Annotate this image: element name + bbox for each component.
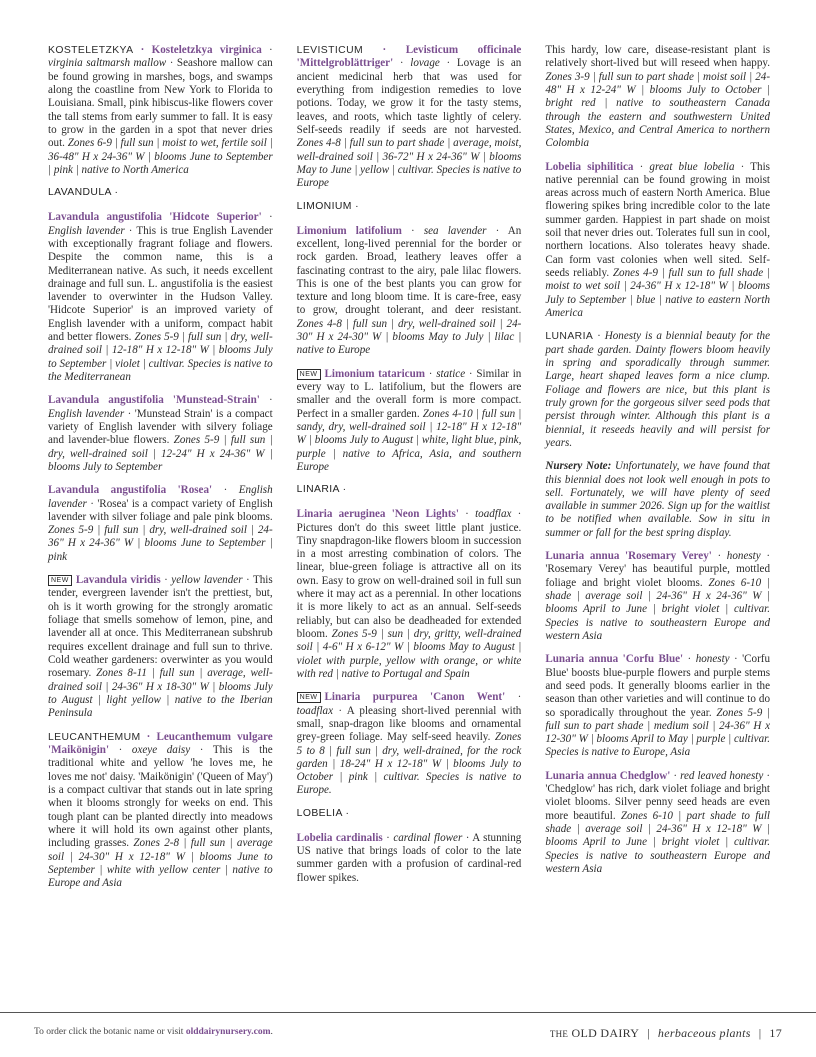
separator: ·: [486, 224, 508, 237]
plant-description: Pictures don't do this sweet little plant justice. Tiny snapdragon-like flowers bloom in succession in a most arresting combination of colors. The linear, blue-green foliage is attractive all on its own. Easy to grow on well-drained soil in full sun where it may act as a perennial. In other locations it is more likely to act as an annual. Self-seeds reliably, but can also be deadheaded for extended bloom.: [296, 521, 522, 641]
separator: ·: [124, 407, 135, 420]
plant-description: Similar in every way to L. latifolium, but the flowers are smaller and the overall form is more compact. Perfect in a smaller garden.: [296, 367, 522, 420]
separator: ·: [760, 550, 771, 563]
plant-name-link[interactable]: Leucanthemum vulgare 'Maikönigin': [48, 730, 273, 757]
plant-specs: Zones 6-10 | shade | average soil | 24-36" H x 24-36" W | blooms April to June | bright violet | cultivar. Species is native to southeastern Europe and western Asia: [545, 576, 771, 642]
separator: ·: [140, 730, 157, 743]
plant-name-link[interactable]: Lavandula angustifolia 'Rosea': [48, 484, 213, 497]
separator: ·: [458, 508, 476, 521]
plant-description: A pleasing short-lived perennial with small, snap-dragon like blooms and ornamental grey-green foliage. May self-seed heavily.: [296, 704, 522, 744]
plant-entry: [545, 44, 770, 151]
brand-prefix: THE: [549, 1029, 569, 1039]
separator: ·: [425, 367, 437, 380]
separator: ·: [633, 160, 650, 173]
genus-label: LUNARIA: [545, 331, 594, 343]
plant-specs: Zones 5-9 | sun | dry, gritty, well-drained soil | 4-6" H x 6-12" W | blooms May to August | violet with purple, yellow with orange, or white with red | native to Portugal and Spain: [296, 628, 522, 680]
genus-label: LEUCANTHEMUM: [48, 731, 141, 743]
separator: ·: [261, 211, 273, 224]
separator: ·: [333, 704, 347, 717]
genus-label: LEVISTICUM: [296, 45, 364, 56]
plant-entry: [48, 731, 273, 891]
plant-description: A stunning US native that brings loads of color to the late summer garden with a profusion of cardinal-red flower spikes.: [296, 831, 522, 884]
separator: ·: [505, 691, 522, 704]
page-footer: [0, 1012, 816, 1057]
plant-name-link[interactable]: Lavandula angustifolia 'Munstead-Strain': [48, 394, 260, 407]
separator: ·: [593, 330, 605, 343]
plant-entry: [297, 368, 522, 475]
plant-specs: Zones 5-9 | full sun to part shade | medium soil | 24-36" H x 12-30" W | blooms April to May | purple | cultivar. Species is native to Europe, Asia: [545, 706, 771, 759]
note-text: Honesty is a biennial beauty for the part shade garden. Dainty flowers bloom heavily in spring and sporadically through summer. Large, heart shaped leaves form a nice clump. Foliage and flowers are nice, but this plant is truly grown for the gorgeous silver seed pods that persist through winter. Although this plant is a biennial, it reseeds heavily and will persist for years.: [545, 330, 771, 449]
separator: ·: [401, 224, 424, 237]
plant-entry: [545, 653, 770, 760]
section-name: herbaceous plants: [657, 1026, 751, 1040]
separator: ·: [259, 394, 273, 407]
plant-entry: [48, 44, 273, 177]
plant-entry: [297, 44, 522, 191]
separator: ·: [109, 744, 132, 757]
genus-label: KOSTELETZKYA: [48, 45, 134, 56]
separator: ·: [462, 831, 473, 844]
plant-specs: Zones 5-9 | full sun | dry, well-drained soil | 12-24" H x 24-36" W | blooms July to September: [48, 434, 273, 473]
plant-name-link[interactable]: Kosteletzkya virginica: [151, 44, 262, 56]
common-name: English lavender: [48, 224, 125, 237]
plant-entry: [48, 211, 273, 384]
common-name: toadflax: [296, 704, 334, 717]
plant-description: This native perennial can be found growing in moist areas across much of eastern North America. Blue flowering spikes bring incredible color to the late summer garden. Happiest in part shade on moist soil that never dries out. Tolerates full sun in cool, northern locations. Also tolerates heavy shade. Can form vast colonies when well sited. Self-seeds reliably.: [545, 160, 771, 279]
separator: ·: [86, 497, 98, 510]
common-name: toadflax: [475, 508, 512, 521]
common-name: great blue lobelia: [649, 160, 735, 173]
plant-name-link[interactable]: Lobelia cardinalis: [296, 831, 383, 844]
separator: ·: [393, 57, 411, 70]
plant-name-link[interactable]: Lavandula angustifolia 'Hidcote Superior': [48, 211, 262, 224]
common-name: red leaved honesty: [680, 769, 764, 782]
separator: ·: [124, 224, 137, 237]
plant-description: An excellent, long-lived perennial for the border or rock garden. Broad, leathery leaves offer a fascinating contrast to the airy, pale lilac flowers. This is one of the best plants you can grow for texture and long bloom time. It is care-free, easy to grow, drought tolerant, and deer resistant.: [296, 224, 522, 317]
plant-specs: Zones 4-8 | full sun | dry, well-drained soil | 24-30" H x 24-30" W | blooms May to July | lilac | native to Europe: [296, 317, 522, 357]
common-name: oxeye daisy: [131, 744, 191, 757]
plant-entry: [545, 770, 770, 877]
plant-specs: Zones 3-9 | full sun to part shade | moist soil | 24-48" H x 12-24" W | blooms July to October | bright red | native to southeastern Canada through the eastern and southwestern United States, Mexico, and Central America to northern Colombia: [545, 70, 771, 150]
plant-specs: Zones 4-10 | full sun | sandy, dry, well-drained soil | 12-18" H x 12-18" W | blooms July to August | white, light blue, pink, purple | native to Africa, Asia, and southern Europe: [296, 407, 522, 473]
genus-heading: LAVANDULA ·: [48, 187, 119, 199]
common-name: yellow lavender: [171, 574, 243, 587]
common-name: statice: [436, 367, 466, 380]
genus-note: [545, 330, 770, 450]
plant-entry: [297, 508, 522, 681]
separator: ·: [363, 44, 406, 56]
common-name: honesty: [695, 653, 730, 666]
separator: ·: [711, 550, 727, 563]
common-name: cardinal flower: [393, 831, 463, 844]
plant-specs: Zones 2-8 | full sun | average soil | 24-30" H x 12-18" W | blooms June to September | white with yellow center | native to Europe and Asia: [48, 837, 273, 890]
catalog-columns: [48, 44, 770, 1004]
plant-name-link[interactable]: Lavandula viridis: [75, 574, 161, 587]
separator: ·: [734, 160, 751, 173]
separator: ·: [242, 574, 253, 587]
plant-entry: [297, 832, 522, 885]
page-number: 17: [769, 1026, 782, 1040]
brand-name: OLD DAIRY: [568, 1026, 640, 1040]
common-name: lovage: [410, 57, 440, 70]
separator: ·: [160, 574, 172, 587]
common-name: virginia saltmarsh mallow: [48, 57, 167, 70]
plant-name-link[interactable]: Limonium tataricum: [324, 367, 426, 380]
plant-entry: [545, 550, 770, 643]
plant-entry: [545, 161, 770, 321]
plant-description: This is the traditional white and yellow 'he loves me, he loves me not' daisy. 'Maikönigin' ('Queen of May') is a compact cultivar that stands out in late spring when it blooms strongly for weeks on end. This tough plant can be planted directly into meadows where it will hold its own against other plants, including grasses.: [48, 744, 273, 850]
nursery-note: [545, 460, 770, 540]
plant-entry: [48, 574, 273, 720]
genus-heading: LOBELIA ·: [296, 807, 350, 819]
separator: ·: [763, 769, 771, 782]
plant-name-link[interactable]: Limonium latifolium: [296, 224, 402, 237]
plant-specs: Zones 5 to 8 | full sun | dry, well-drained, for the rock garden | 18-24" H x 12-18" W | blooms July to October | pink | cultivar. Species is native to Europe.: [296, 731, 522, 797]
website-link[interactable]: olddairynursery.com: [185, 1027, 271, 1037]
plant-entry: [48, 394, 273, 474]
separator: ·: [670, 769, 681, 782]
nursery-note-label: Nursery Note:: [545, 460, 612, 473]
plant-description: This is true English Lavender with exceptionally fragrant foliage and flowers. Despite the common name, this is a Mediterranean native. As such, it needs excellent drainage and full sun. L. angustifolia is the easiest lavender to overwinter in the Hudson Valley. 'Hidcote Superior' is an improved variety of English lavender with a uniform, compact habit and better flowers.: [48, 224, 273, 344]
plant-entry: [48, 484, 273, 564]
plant-name-link[interactable]: Lunaria annua 'Corfu Blue': [545, 653, 684, 666]
plant-description: 'Corfu Blue' boosts blue-purple flowers and purple stems and seed pods. It generally blooms earlier in the season than other varieties and will continue to do so sporadically throughout the year.: [545, 653, 771, 719]
plant-name-link[interactable]: Lunaria annua Chedglow': [545, 769, 671, 782]
plant-specs: Zones 6-9 | full sun | moist to wet, fertile soil | 36-48" H x 24-36" W | blooms June to September | pink | native to North America: [48, 137, 273, 176]
new-badge: NEW: [48, 575, 72, 586]
common-name: sea lavender: [423, 224, 487, 237]
plant-name-link[interactable]: Levisticum officinale 'Mittelgroblättriger': [296, 44, 522, 70]
plant-description: 'Munstead Strain' is a compact variety of English lavender with silvery foliage and lavender-blue flowers.: [48, 407, 273, 447]
page-label: THE OLD DAIRY | herbaceous plants | 17: [549, 1026, 782, 1040]
order-instructions: To order click the botanic name or visit olddairynursery.com.: [34, 1027, 273, 1037]
plant-description: This hardy, low care, disease-resistant plant is relatively short-lived but will reseed when happy.: [545, 44, 771, 70]
common-name: English lavender: [48, 484, 273, 510]
genus-heading: LINARIA ·: [296, 484, 347, 496]
plant-name-link[interactable]: Lunaria annua 'Rosemary Verey': [545, 550, 712, 563]
plant-description: Lovage is an ancient medicinal herb that was used for everything from indigestion remedies to love potions. Today, we grow it for the tasty stems, leaves, and roots, which taste lightly of celery. Self-seeds readily if seeds are not harvested.: [296, 57, 522, 137]
plant-specs: Zones 5-9 | full sun | dry, well-drained soil | 24-36" H x 24-36" W | blooms June to September | pink: [48, 524, 273, 563]
common-name: English lavender: [48, 407, 125, 420]
separator: ·: [465, 367, 477, 380]
plant-specs: Zones 8-11 | full sun | average, well-drained soil | 24-36" H x 18-30" W | blooms July to August | light yellow | native to the Iberian Peninsula: [48, 667, 273, 720]
column-middle: [297, 44, 522, 1004]
separator: ·: [133, 44, 152, 56]
separator: ·: [439, 57, 457, 70]
plant-name-link[interactable]: Lobelia siphilitica: [545, 160, 634, 173]
plant-specs: Zones 6-10 | part shade to full shade | average soil | 24-36" H x 12-18" W | blooms April to June | bright violet | cultivar. Species is native to southeastern Europe and western Asia: [545, 809, 771, 875]
plant-specs: Zones 4-9 | full sun to full shade | moist to wet soil | 24-36" H x 12-18" W | blooms July to September | blue | native to eastern North America: [545, 267, 771, 319]
separator: ·: [212, 484, 239, 497]
column-right: [545, 44, 770, 1004]
common-name: honesty: [726, 550, 761, 563]
separator: ·: [729, 653, 743, 666]
separator: ·: [261, 44, 273, 56]
separator: ·: [190, 744, 213, 757]
plant-description: 'Rosea' is a compact variety of English lavender with silver foliage and pale pink blooms.: [48, 497, 273, 523]
new-badge: NEW: [297, 369, 321, 380]
plant-specs: Zones 5-9 | full sun | dry, well-drained soil | 12-18" H x 12-18" W | blooms July to September | violet | cultivar. Species is native to the Mediterranean: [48, 331, 273, 384]
separator: ·: [511, 508, 522, 521]
plant-description: 'Chedglow' has rich, dark violet foliage and bright violet blooms. Silver penny seed heads are even more beautiful.: [545, 783, 771, 822]
plant-entry: [297, 225, 522, 358]
nursery-note-text: Unfortunately, we have found that this biennial does not look well enough in pots to sell. Fortunately, we will have plenty of seed available in summer 2026. Sign up for the waitlist to be notified when available. Sow in situ in summer or fall for the best spring display.: [545, 460, 771, 539]
plant-name-link[interactable]: Linaria purpurea 'Canon Went': [324, 691, 506, 704]
plant-description: 'Rosemary Verey' has beautiful purple, mottled foliage and bright violet blooms.: [545, 563, 771, 589]
separator: ·: [683, 653, 696, 666]
separator: ·: [382, 831, 394, 844]
plant-description: Seashore mallow can be found growing in marshes, bogs, and swamps along the coastline from New York to Florida to Louisiana. Small, pink hibiscus-like flowers cover the tall stems from early summer to fall. It is easy to grow in the garden in a spot that never dries out.: [48, 57, 273, 150]
genus-heading: LIMONIUM ·: [296, 200, 359, 212]
separator: ·: [166, 57, 177, 70]
new-badge: NEW: [297, 692, 321, 703]
column-left: [48, 44, 273, 1004]
plant-entry: [297, 691, 522, 798]
plant-specs: Zones 4-8 | full sun to part shade | average, moist, well-drained soil | 36-72" H x 24-36" W | blooms May to June | yellow | cultivar. Species is native to Europe: [296, 137, 522, 190]
plant-name-link[interactable]: Linaria aeruginea 'Neon Lights': [296, 508, 459, 521]
order-text: To order click the botanic name or visit: [34, 1027, 186, 1037]
plant-description: This tender, evergreen lavender isn't the prettiest, but, oh is it worth growing for the strongly aromatic foliage that smells somehow of lemon, pine, and lavender all at once. This Mediterranean subshrub requires excellent drainage and full sun to thrive. Cold weather gardeners: overwinter as you would rosemary.: [48, 574, 273, 680]
